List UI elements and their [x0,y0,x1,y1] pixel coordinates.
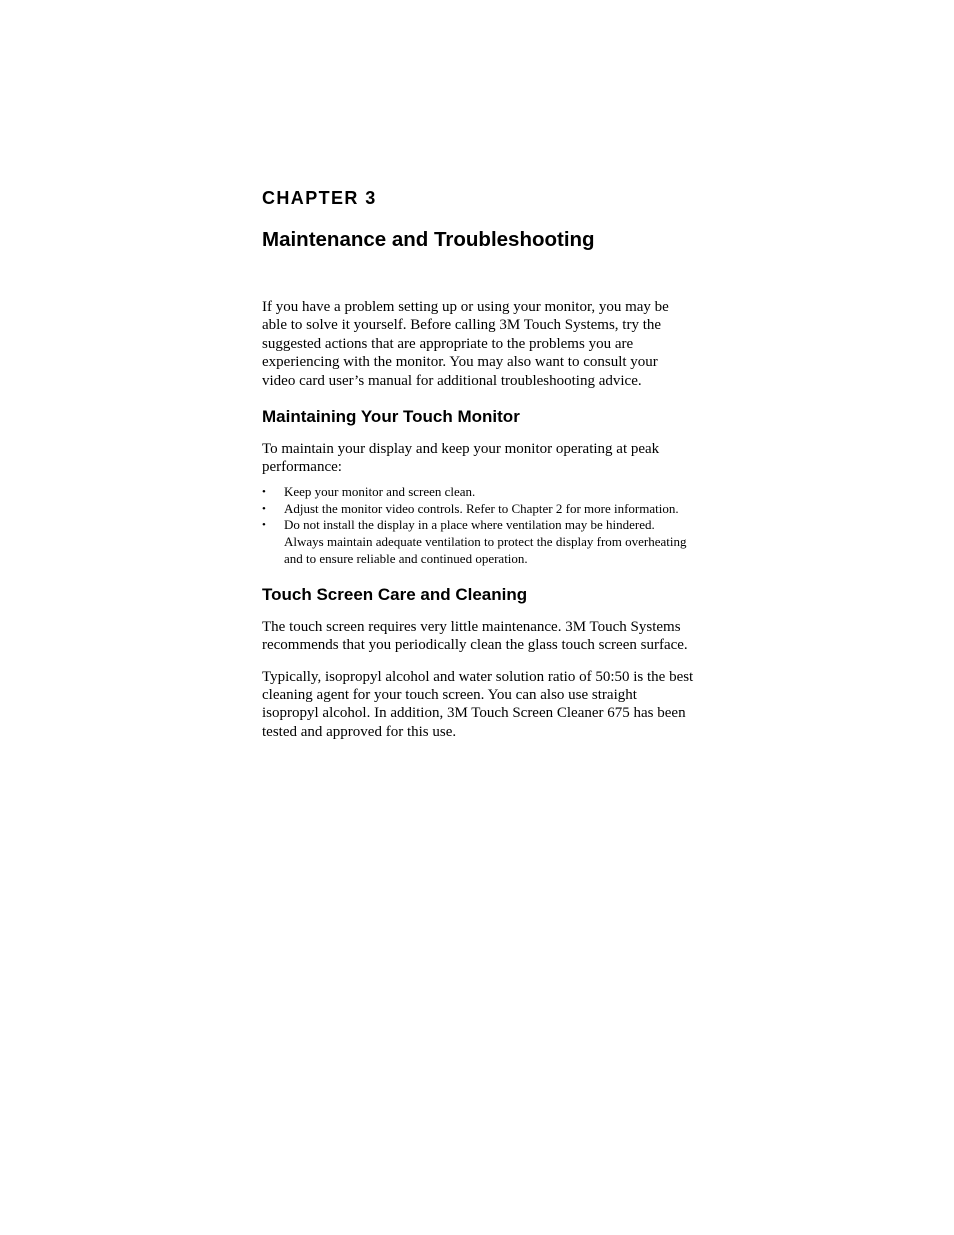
section-heading-maintaining: Maintaining Your Touch Monitor [262,407,520,427]
bullet-icon: • [262,485,266,498]
section-heading-cleaning: Touch Screen Care and Cleaning [262,584,528,604]
maintaining-paragraph: To maintain your display and keep your monitor operating at peak performance: [262,441,660,476]
list-item [262,501,694,518]
list-item [262,517,694,567]
bullet-icon: • [262,502,266,515]
intro-paragraph: If you have a problem setting up or using your monitor, you may be able to solve it yourself. Before calling 3M Touch Systems, try the suggested actions that are appropriate to the problems you are experiencing with the monitor. You may also want to consult your video card user’s manual for additional troubleshooting advice. [262,299,669,389]
cleaning-paragraph-2: Typically, isopropyl alcohol and water solution ratio of 50:50 is the best cleaning agent for your touch screen. You can also use straight isopropyl alcohol. In addition, 3M Touch Screen Cleaner 675 has been tested and approved for this use. [262,668,694,740]
chapter-label: CHAPTER 3 [262,188,377,208]
bullet-text: Do not install the display in a place where ventilation may be hindered. Always maintain adequate ventilation to protect the display from overheating and to ensure reliable and continued operation. [284,517,687,567]
bullet-text: Keep your monitor and screen clean. [284,483,476,499]
document-page [262,186,694,741]
cleaning-paragraph-1: The touch screen requires very little maintenance. 3M Touch Systems recommends that you periodically clean the glass touch screen surface. [262,618,688,654]
list-item [262,484,694,501]
maintenance-bullet-list [262,484,694,568]
chapter-title: Maintenance and Troubleshooting [262,228,595,251]
bullet-icon: • [262,519,266,532]
bullet-text: Adjust the monitor video controls. Refer to Chapter 2 for more information. [284,500,679,516]
